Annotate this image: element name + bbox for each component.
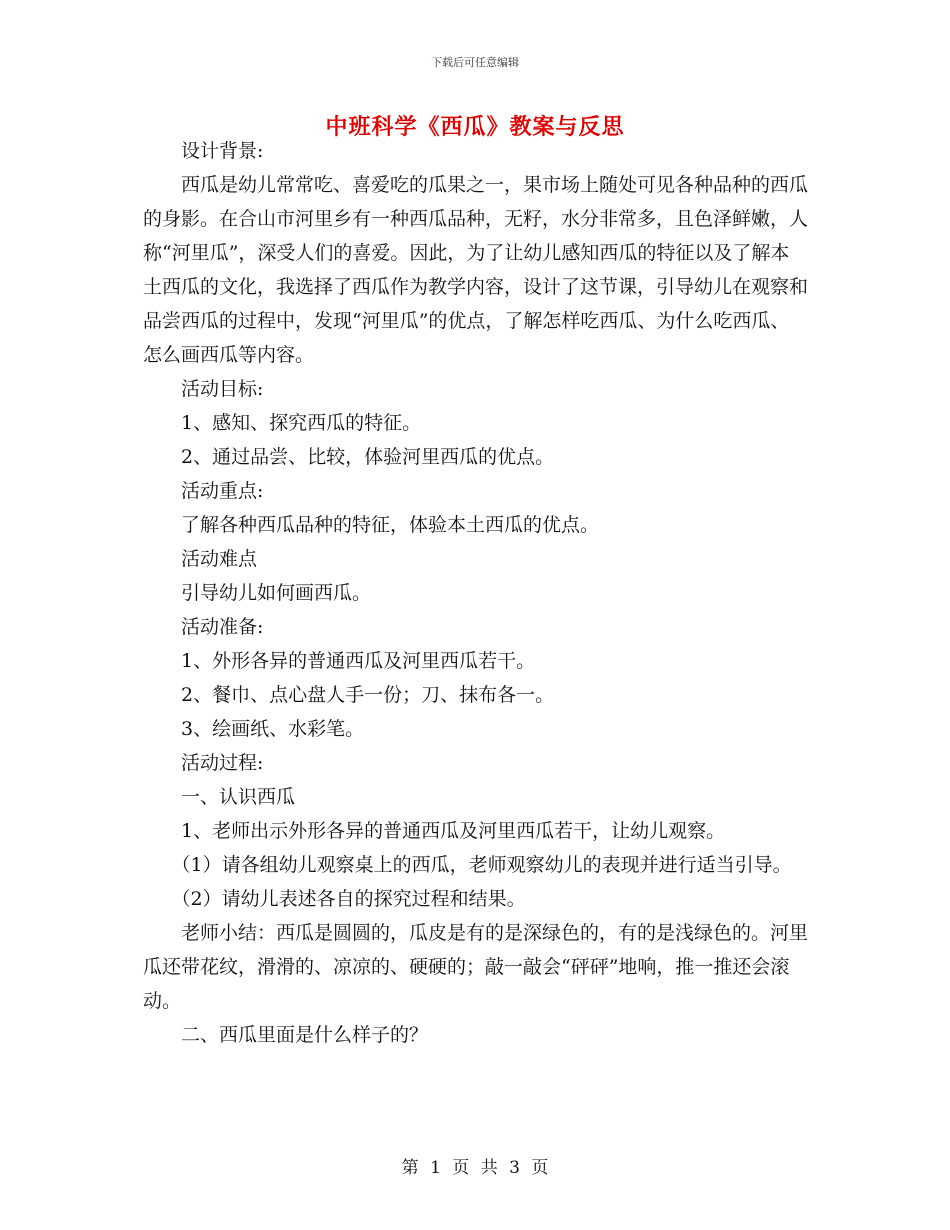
paragraph-objectives-heading: 活动目标: bbox=[181, 378, 264, 400]
paragraph-design-background: 西瓜是幼儿常常吃、喜爱吃的瓜果之一，果市场上随处可见各种品种的西瓜的身影。在合山市河里乡有一种西瓜品种，无籽，水分非常多，且色泽鲜嫩，人称“河里瓜”，深受人们的喜爱。因此，为了让幼儿感知西瓜的特征以及了解本土西瓜的文化，我选择了西瓜作为教学内容，设计了这节课，引导幼儿在观察和品尝西瓜的过程中，发现“河里瓜”的优点，了解怎样吃西瓜、为什么吃西瓜、怎么画西瓜等内容。 bbox=[143, 174, 809, 366]
paragraph-preparation-heading: 活动准备: bbox=[181, 616, 264, 638]
page-number-footer: 第 1 页 共 3 页 bbox=[401, 1158, 549, 1178]
page-title: 中班科学《西瓜》教案与反思 bbox=[325, 114, 625, 140]
paragraph-preparation-3: 3、绘画纸、水彩笔。 bbox=[181, 718, 365, 740]
paragraph-section-2-heading: 二、西瓜里面是什么样子的？ bbox=[181, 1024, 429, 1046]
paragraph-step-1-2: （2）请幼儿表述各自的探究过程和结果。 bbox=[171, 888, 526, 910]
paragraph-step-1-1: （1）请各组幼儿观察桌上的西瓜，老师观察幼儿的表现并进行适当引导。 bbox=[171, 854, 792, 876]
paragraph-difficulty: 引导幼儿如何画西瓜。 bbox=[181, 582, 372, 604]
paragraph-design-background-heading: 设计背景: bbox=[181, 140, 264, 162]
document-body bbox=[143, 134, 808, 1052]
paragraph-process-heading: 活动过程: bbox=[181, 752, 264, 774]
paragraph-section-1-heading: 一、认识西瓜 bbox=[181, 786, 296, 808]
header-note: 下载后可任意编辑 bbox=[431, 56, 519, 69]
paragraph-preparation-2: 2、餐巾、点心盘人手一份；刀、抹布各一。 bbox=[181, 684, 555, 706]
paragraph-teacher-summary: 老师小结：西瓜是圆圆的，瓜皮是有的是深绿色的，有的是浅绿色的。河里瓜还带花纹，滑滑的、凉凉的、硬硬的；敲一敲会“砰砰”地响，推一推还会滚动。 bbox=[143, 922, 809, 1012]
paragraph-difficulty-heading: 活动难点 bbox=[181, 548, 258, 570]
paragraph-objective-2: 2、通过品尝、比较，体验河里西瓜的优点。 bbox=[181, 446, 555, 468]
paragraph-step-1: 1、老师出示外形各异的普通西瓜及河里西瓜若干，让幼儿观察。 bbox=[181, 820, 726, 842]
paragraph-focus: 了解各种西瓜品种的特征，体验本土西瓜的优点。 bbox=[181, 514, 600, 536]
paragraph-focus-heading: 活动重点: bbox=[181, 480, 264, 502]
paragraph-objective-1: 1、感知、探究西瓜的特征。 bbox=[181, 412, 422, 434]
paragraph-preparation-1: 1、外形各异的普通西瓜及河里西瓜若干。 bbox=[181, 650, 536, 672]
